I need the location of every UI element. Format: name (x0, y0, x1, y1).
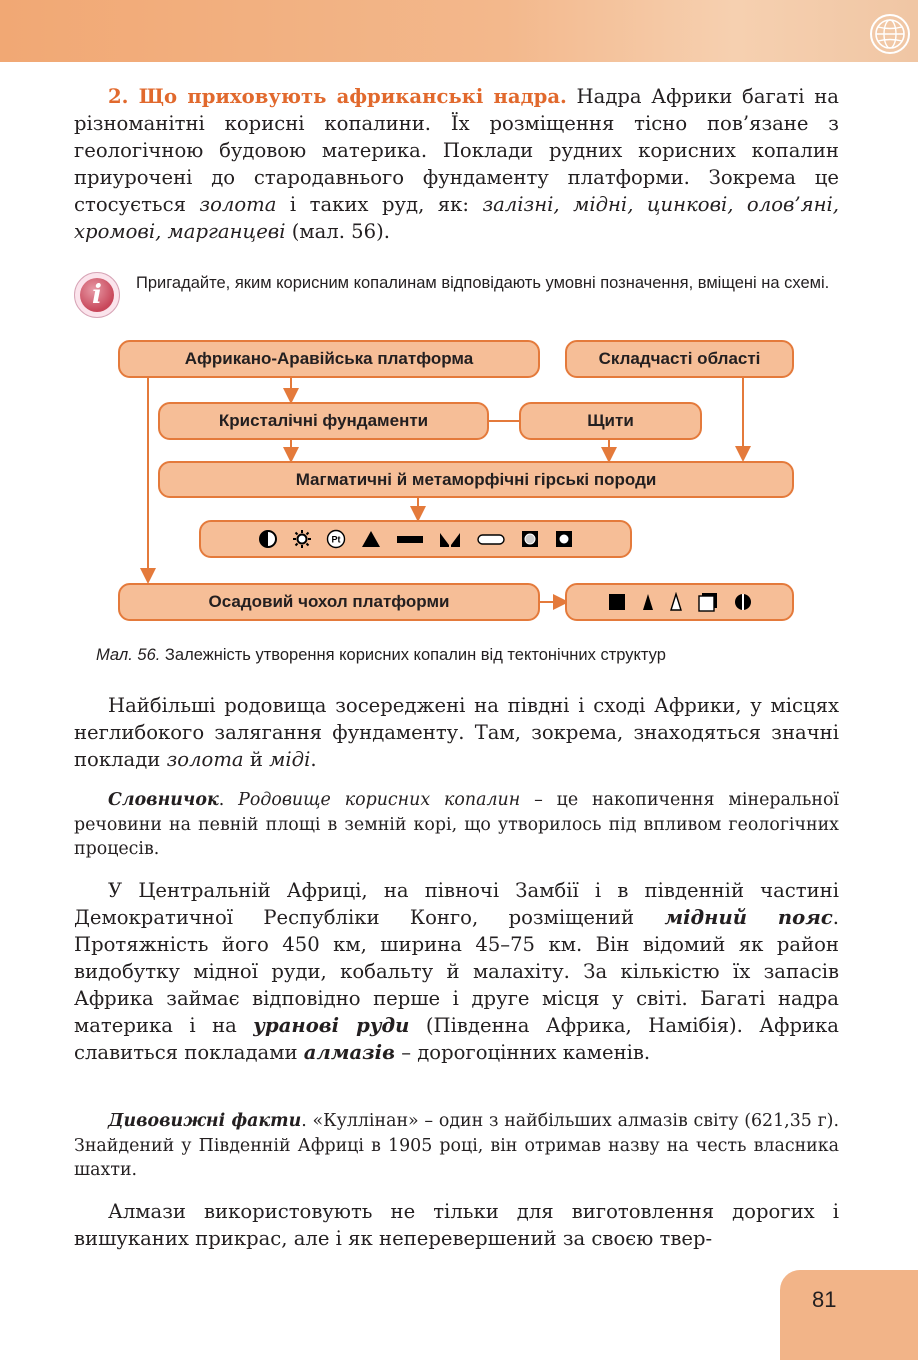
box-crystalline-foundations: Кристалічні фундаменти (158, 402, 489, 440)
platinum-symbol-label: Pt (331, 534, 340, 545)
text-run: (мал. 56). (285, 220, 390, 243)
box-sedimentary-cover: Осадовий чохол платформи (118, 583, 540, 621)
platinum-symbol-icon (326, 529, 346, 549)
text-run: Найбільші родовища зосереджені на півдні і сході Африки, у місцях неглибокого залягання фундаменту. Там, зокрема, знаходяться значні поклади (74, 694, 839, 771)
glossary-term: Родовище корисних копалин (224, 790, 521, 810)
italic-term: золота (199, 193, 277, 216)
text-run: . (310, 748, 317, 771)
text-run: і таких руд, як: (276, 193, 483, 216)
caption-text: Залежність утворення корисних копалин від тектонічних структур (160, 646, 666, 664)
info-icon-letter: i (80, 278, 114, 312)
box-folded-areas: Складчасті області (565, 340, 794, 378)
shadowed-square-symbol-icon (697, 592, 719, 612)
bold-term: алмазів (303, 1041, 395, 1064)
split-circle-symbol-icon (733, 592, 753, 612)
italic-term: залізні, мідні, цинкові, олов’яні, хромові, марганцеві (74, 193, 840, 243)
box-shields: Щити (519, 402, 702, 440)
italic-term: міді (269, 748, 311, 771)
caption-number: Мал. 56. (96, 646, 161, 664)
text-run: (Південна Африка, Намібія). Африка славиться покладами (74, 1014, 839, 1064)
white-narrow-triangle-symbol-icon (669, 592, 683, 612)
box-ore-symbols (199, 520, 632, 558)
page-number: 81 (812, 1287, 837, 1312)
figure-caption (96, 646, 666, 665)
facts-text: «Куллінан» – один з найбільших алмазів світу (621,35 г). Знайдений у Південній Африці в 1905 році, він отримав назву на честь власника шахти. (74, 1111, 839, 1180)
square-with-circle-symbol-icon (520, 529, 540, 549)
amazing-facts-note: Дивовижні факти. «Куллінан» – один з найбільших алмазів світу (621,35 г). Знайдений у Південній Африці в 1905 році, він отримав назву на честь власника шахти. (74, 1111, 839, 1180)
bold-term: уранові руди (253, 1014, 410, 1037)
black-square-symbol-icon (607, 592, 627, 612)
text-run: У Центральній Африці, на півночі Замбії і в південній частині Демократичної Республіки Конго, розміщений (74, 879, 839, 929)
glossary-text: – це накопичення мінеральної речовини на певній площі в земній корі, що утворилось під впливом геологічних процесів. (74, 790, 839, 859)
text-run: . Протяжність його 450 км, ширина 45–75 км. Він відомий як район видобутку мідної руди, кобальту й малахіту. За кількістю їх запасів Африка займає відповідно перше і друге місця у світі. Багаті надра материка і на (74, 906, 839, 1037)
glossary-note: Словничок. Родовище корисних копалин – це накопичення мінеральної речовини на певній площі в земній корі, що утворилось під впливом геологічних процесів. (74, 790, 839, 859)
paragraph-diamonds: Алмази використовують не тільки для виготовлення дорогих і вишуканих прикрас, але і як неперевершений за своєю твер- (74, 1200, 839, 1250)
page-number-tab (780, 1270, 918, 1360)
facts-label: Дивовижні факти (108, 1111, 302, 1131)
italic-term: золота (166, 748, 244, 771)
info-prompt: Пригадайте, яким корисним копалинам відповідають умовні позначення, вміщені на схемі. (136, 274, 830, 292)
bold-term: мідний пояс (664, 906, 833, 929)
box-african-arabian-platform: Африкано-Аравійська платформа (118, 340, 540, 378)
box-sediment-symbols (565, 583, 794, 621)
black-narrow-triangle-symbol-icon (641, 592, 655, 612)
text-run: й (243, 748, 270, 771)
square-with-white-circle-symbol-icon (554, 529, 574, 549)
half-circle-symbol-icon (258, 529, 278, 549)
section-heading: 2. Що приховують африканські надра. (108, 85, 567, 108)
paragraph-deposits (74, 692, 839, 773)
triangle-symbol-icon (360, 529, 382, 549)
box-magmatic-rocks: Магматичні й метаморфічні гірські породи (158, 461, 794, 498)
text-run: – дорогоцінних каменів. (394, 1041, 651, 1064)
text-run: Надра Африки багаті на різноманітні корисні копалини. Їх розміщення тісно пов’язане з геологічною будовою материка. Поклади рудних корисних копалин приурочені до стародавнього фундаменту платформи. Зокрема це стосується (74, 85, 839, 216)
sun-symbol-icon (292, 529, 312, 549)
split-triangle-symbol-icon (438, 529, 462, 549)
glossary-label: Словничок (108, 790, 219, 810)
bar-symbol-icon (396, 529, 424, 549)
oval-symbol-icon (476, 529, 506, 549)
paragraph-copper-belt (74, 877, 839, 1066)
